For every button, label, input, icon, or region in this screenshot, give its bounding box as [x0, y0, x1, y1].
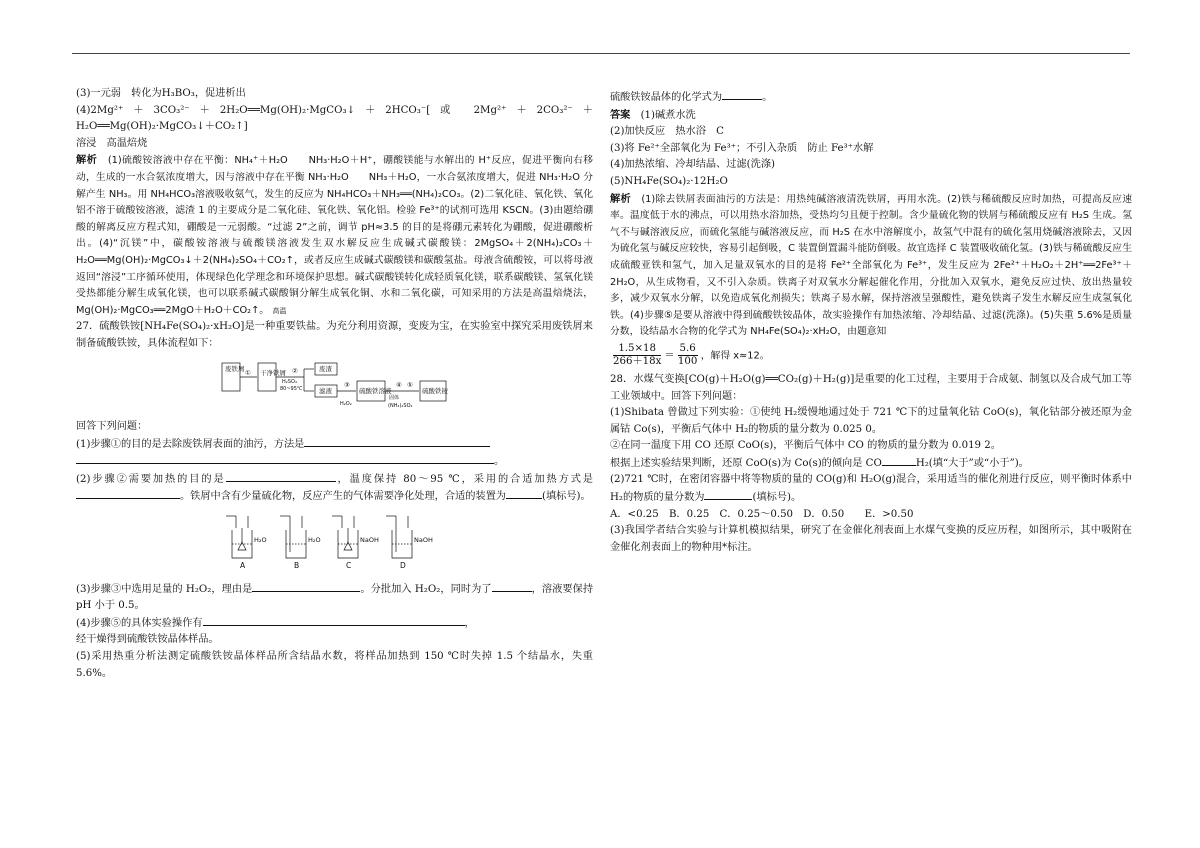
- apparatus-figure: [226, 512, 593, 577]
- question-1-continued: 。: [76, 453, 593, 471]
- question-5: (5)采用热重分析法测定硫酸铁铵晶体样品所含结晶水数，将样品加热到 150 ℃时失掉 1.5 个结晶水，失重 5.6%。: [76, 651, 593, 679]
- flow-label-product: 硫酸铁铵: [422, 386, 448, 395]
- step-2-reagent: H₂SO₄: [282, 378, 297, 385]
- question-28-2: ②在同一温度下用 CO 还原 CoO(s)，平衡后气体中 CO 的物质的量分数为 0.019 2。: [610, 440, 1001, 452]
- step-3-reagent: H₂O₂: [340, 400, 352, 407]
- question-5-continued: 硫酸铁铵晶体的化学式为 。: [610, 89, 1132, 107]
- answer-2: (2)加快反应 热水浴 C: [610, 126, 724, 138]
- step-4: ④: [396, 380, 402, 389]
- fraction-equation: $\frac{1.5\times 18}{266+18x}$ ＝ $\frac{5.6}{100}$ ，解得 x≈12。: [613, 342, 770, 367]
- process-flowchart: [220, 357, 593, 416]
- question-28: 28．水煤气变换[CO(g)＋H₂O(g)══CO₂(g)＋H₂(g)]是重要的化工过程，主要用于合成氨、制氢以及合成气加工等工业领域中。回答下列问题：: [610, 373, 1132, 402]
- answer-blank-2a[interactable]: [226, 471, 336, 482]
- question-27: 27．硫酸铁铵[NH₄Fe(SO₄)₂·xH₂O]是一种重要铁盐。为充分利用资源，变废为宝，在实验室中探究采用废铁屑来制备硫酸铁铵，具体流程如下：: [76, 321, 593, 349]
- answer-line-4: (4)2Mg²⁺＋3CO₃²⁻＋2H₂O══Mg(OH)₂·MgCO₃↓＋2HCO₃⁻[或 2Mg²⁺＋2CO₃²⁻＋H₂O══Mg(OH)₂·MgCO₃↓＋CO₂↑]: [76, 104, 593, 133]
- flow-label-filtrate: 滤液: [319, 386, 332, 395]
- answer-line-3: (3)一元弱 转化为H₃BO₃，促进析出: [76, 88, 246, 99]
- fraction-right: $\frac{5.6}{100}$: [677, 342, 698, 367]
- answer-3: (3)将 Fe²⁺全部氧化为 Fe³⁺；不引入杂质 防止 Fe³⁺水解: [610, 142, 874, 154]
- question-4: (4)步骤⑤的具体实验操作有 ，: [76, 615, 593, 633]
- condition-label: 高温: [272, 306, 287, 315]
- question-4-continued: 经干燥得到硫酸铁铵晶体样品。: [76, 634, 219, 646]
- explanation: 解析 (1)除去铁屑表面油污的方法是：用热纯碱溶液清洗铁屑，再用水洗。(2)铁与稀硫酸反应时加热，可提高反应速率。温度低于水的沸点，可以用热水浴加热，受热均匀且便于控制。含少量硫化物的铁屑与稀硫酸反应有 H₂S 生成。氢气不与碱溶液反应，而硫化氢能与碱溶液反应，而 H₂S 在水中溶解度小，故氢气中混有的硫化氢用烧碱溶液除去，又因为硫化氢与碱反应较快，容易引起倒吸，C 装置倒置漏斗能防倒吸。故宜选择 C 装置吸收硫化氢。(3)铁与稀硫酸反应生成硫酸亚铁和氢气，加入足量双氧水的目的是将 Fe²⁺全部氧化为 Fe³⁺，发生反应为 2Fe²⁺＋H₂O₂＋2H⁺══2Fe³⁺＋2H₂O，从生成物看，又不引入杂质。铁离子对双氧水分解起催化作用，分批加入双氧水，避免反应过快、放出热量较多，减少双氧水分解，以免造成氧化剂损失；铁离子易水解，保持溶液呈强酸性，避免铁离子发生水解反应生成氢氧化铁。(4)步骤⑤是要从溶液中得到硫酸铁铵晶体，故实验操作有加热浓缩、冷却结晶、过滤(洗涤)。(5)失重 5.6%是质量分数，设结晶水合物的化学式为 NH₄Fe(SO₄)₂·xH₂O，由题意知: [610, 192, 1133, 338]
- options: A．<0.25 B．0.25 C．0.25～0.50 D．0.50 E．>0.50: [610, 508, 914, 520]
- svg-text:NaOH: NaOH: [360, 536, 379, 545]
- answer-blank-3b[interactable]: [492, 581, 532, 592]
- answer-label: 答案: [610, 108, 631, 121]
- answer-4: (4)加热浓缩、冷却结晶、过滤(洗涤): [610, 159, 776, 171]
- question-3: (3)步骤③中选用足量的 H₂O₂，理由是 。分批加入 H₂O₂，同时为了 ，溶液要保持 pH 小于 0.5。: [76, 581, 593, 615]
- step-4-reagent-b: (NH₄)₂SO₄: [388, 402, 413, 409]
- answer-blank-3a[interactable]: [252, 581, 360, 592]
- step-3: ③: [344, 380, 350, 389]
- step-2-temp: 80~95℃: [280, 385, 303, 392]
- left-column: [76, 86, 593, 682]
- step-2: ②: [292, 366, 298, 375]
- flow-label-sulfate: 硫酸铁溶液: [359, 386, 392, 395]
- svg-text:C: C: [346, 561, 352, 571]
- answer-blank-28a[interactable]: [882, 455, 916, 466]
- svg-text:A: A: [240, 561, 246, 571]
- explanation-label: 解析: [610, 192, 631, 205]
- step-5: ⑤: [407, 380, 413, 389]
- right-column: [610, 89, 1132, 556]
- question-28-4: (2)721 ℃时，在密闭容器中将等物质的量的 CO(g)和 H₂O(g)混合，采用适当的催化剂进行反应，则平衡时体系中 H₂的物质的量分数为 (填标号)。: [610, 474, 1132, 504]
- question-28-3: 根据上述实验结果判断，还原 CoO(s)为 Co(s)的倾向是 CO H₂(填“大于”或“小于”)。: [610, 455, 1132, 473]
- answer-block: 答案 (1)碱煮水洗: [610, 108, 696, 121]
- svg-text:H₂O: H₂O: [308, 536, 321, 545]
- answer-blank-28b[interactable]: [704, 489, 752, 500]
- flow-label-clean: 干净铁屑: [260, 368, 286, 377]
- svg-text:NaOH: NaOH: [414, 536, 433, 545]
- step-1: ①: [245, 368, 251, 377]
- instruction: 回答下列问题：: [76, 421, 148, 433]
- step-4-reagent: 固体: [389, 394, 400, 401]
- apparatus-c: [332, 516, 358, 558]
- apparatus-b: [280, 516, 306, 558]
- apparatus-svg: [226, 512, 436, 570]
- svg-text:H₂O: H₂O: [254, 536, 267, 545]
- svg-text:B: B: [294, 561, 300, 571]
- answer-blank-2b[interactable]: [76, 488, 180, 499]
- answer-blank-1b[interactable]: [76, 453, 494, 464]
- answer-blank-4[interactable]: [203, 615, 465, 626]
- flow-label-residue: 废渣: [319, 364, 332, 373]
- analysis-label: 解析: [76, 154, 98, 167]
- answer-blank-5[interactable]: [722, 89, 762, 100]
- flow-label-scrap: 废铁屑: [225, 364, 245, 373]
- answer-blank-1[interactable]: [304, 436, 490, 447]
- answer-5: (5)NH₄Fe(SO₄)₂·12H₂O: [610, 175, 728, 187]
- answer-line-dissolve: 溶浸 高温焙烧: [76, 137, 148, 149]
- question-2: (2)步骤②需要加热的目的是 ，温度保持 80～95 ℃，采用的合适加热方式是。铁屑中含有少量硫化物，反应产生的气体需要净化处理，合适的装置为 (填标号)。: [76, 471, 593, 506]
- header-rule: [72, 53, 1130, 54]
- apparatus-d: [386, 516, 412, 558]
- fraction-left: $\frac{1.5\times 18}{266+18x}$: [613, 342, 662, 367]
- answer-blank-2c[interactable]: [506, 488, 542, 499]
- analysis-paragraph: [76, 152, 593, 319]
- question-1: (1)步骤①的目的是去除废铁屑表面的油污，方法是: [76, 436, 593, 454]
- flowchart-svg: [220, 357, 460, 409]
- question-28-1: (1)Shibata 曾做过下列实验：①使纯 H₂缓慢地通过处于 721 ℃下的过量氧化钴 CoO(s)，氧化钴部分被还原为金属钴 Co(s)，平衡后气体中 H₂的物质的量分数为 0.025 0。: [610, 407, 1132, 435]
- svg-text:D: D: [400, 561, 406, 571]
- question-28-5: (3)我国学者结合实验与计算机模拟结果，研究了在金催化剂表面上水煤气变换的反应历程，如图所示，其中吸附在金催化剂表面上的物种用*标注。: [610, 525, 1132, 553]
- apparatus-a: [226, 516, 252, 558]
- flow-box-clean: [258, 363, 276, 391]
- analysis-text: (1)硫酸铵溶液中存在平衡：NH₄⁺＋H₂O NH₃·H₂O＋H⁺，硼酸镁能与水解出的 H⁺反应，促进平衡向右移动，生成的一水合氨浓度增大，因与溶液中存在平衡 NH₃·H₂O NH₃＋H₂O，一水合氨浓度增大，促进 NH₃·H₂O 分解产生 NH₃。用 NH₄HCO₃溶液吸收氨气，发生的反应为 NH₄HCO₃＋NH₃══(NH₄)₂CO₃。(2)二氧化硅、氧化铁、氧化铝不溶于硫酸铵溶液，滤渣 1 的主要成分是二氧化硅、氧化铁、氧化铝。检验 Fe³⁺的试剂可选用 KSCN。(3)由题给硼酸的解离反应方程式知，硼酸是一元弱酸。“过滤 2”之前，调节 pH≈3.5 的目的是将硼元素转化为硼酸，促进硼酸析出。(4)“沉镁”中，碳酸铵溶液与硫酸镁溶液发生双水解反应生成碱式碳酸镁：2MgSO₄＋2(NH₄)₂CO₃＋H₂O══Mg(OH)₂·MgCO₃↓＋2(NH₄)₂SO₄＋CO₂↑，或者反应生成碱式碳酸镁和碳酸氢盐。母液含硫酸铵，可以将母液返回“溶浸”工序循环使用，体现绿色化学理念和环境保护思想。碱式碳酸镁转化成轻质氧化镁，联系碳酸镁、氢氧化镁受热都能分解生成氧化镁，也可以联系碱式碳酸铜分解生成氧化铜、水和二氧化碳，可知采用的方法是高温焙烧法，Mg(OH)₂·MgCO₃══2MgO＋H₂O＋CO₂↑。: [76, 155, 594, 316]
